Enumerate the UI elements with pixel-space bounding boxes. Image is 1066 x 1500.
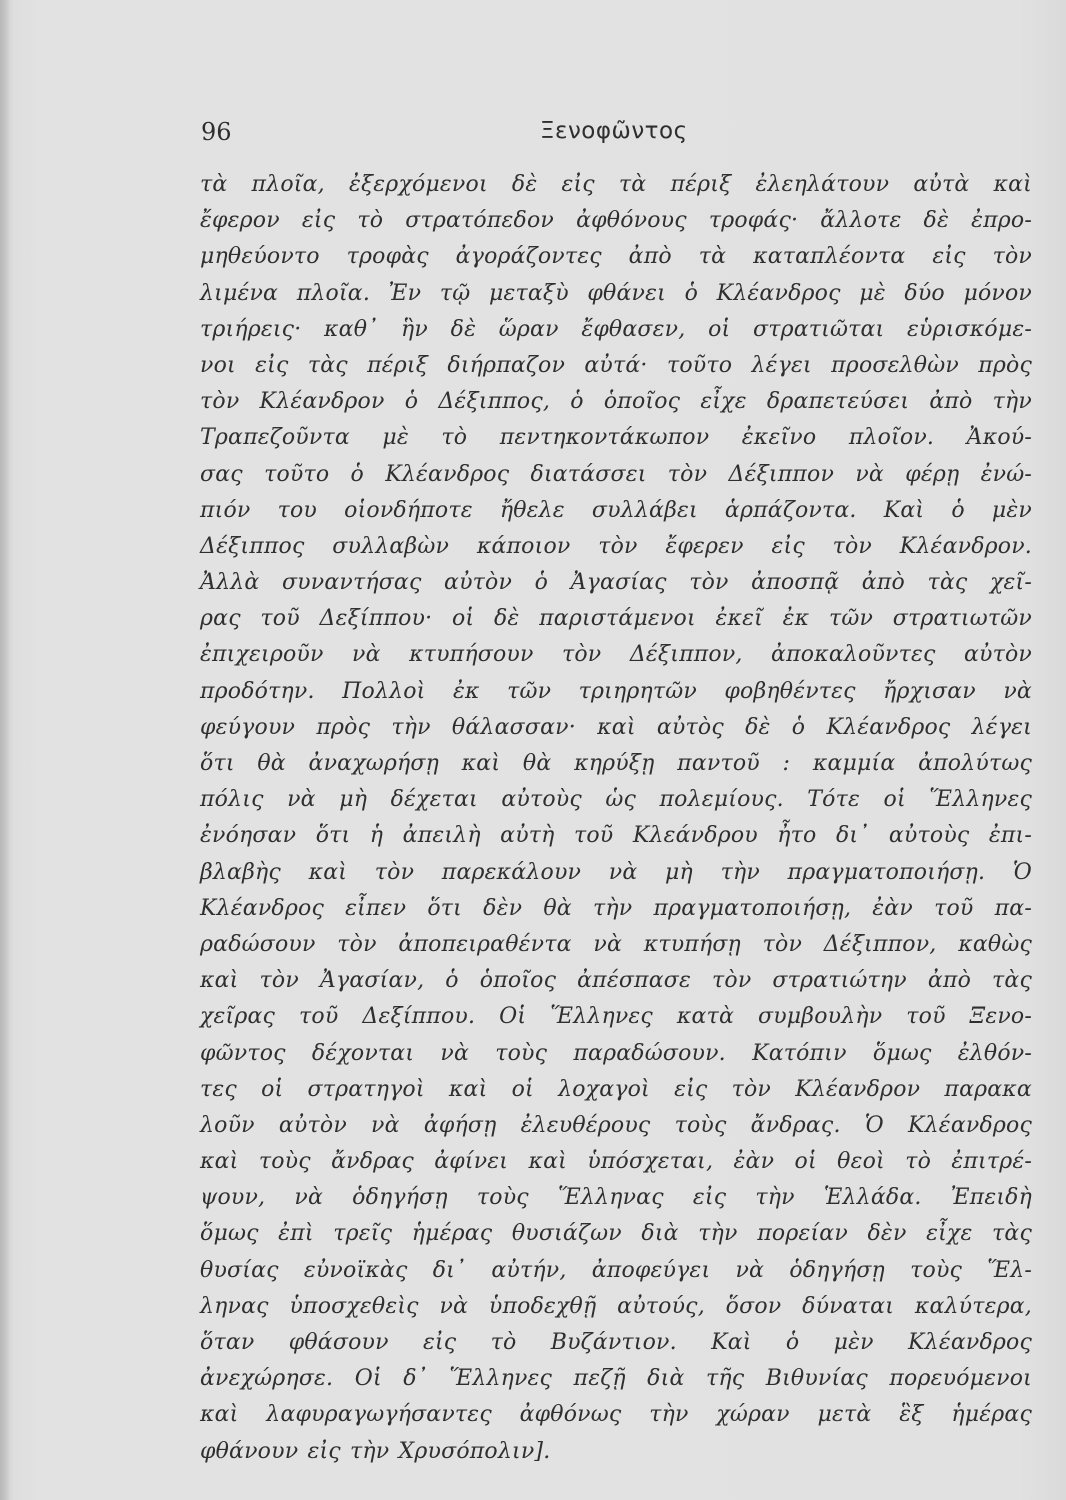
- text-line: ἐπιχειροῦν νὰ κτυπήσουν τὸν Δέξιππον, ἀποκαλοῦντες αὐτὸν: [200, 642, 1032, 668]
- text-line: Κλέανδρος εἶπεν ὅτι δὲν θὰ τὴν πραγματοποιήσῃ, ἐὰν τοῦ πα-: [200, 895, 1032, 921]
- text-line: ἀνεχώρησε. Οἱ δ᾽ Ἕλληνες πεζῇ διὰ τῆς Βιθυνίας πορευόμενοι: [200, 1366, 1032, 1392]
- text-line: τες οἱ στρατηγοὶ καὶ οἱ λοχαγοὶ εἰς τὸν Κλέανδρον παρακα: [200, 1076, 1032, 1102]
- text-line: ραδώσουν τὸν ἀποπειραθέντα νὰ κτυπήσῃ τὸν Δέξιππον, καθὼς: [200, 931, 1032, 957]
- text-line: μηθεύοντο τροφὰς ἀγοράζοντες ἀπὸ τὰ καταπλέοντα εἰς τὸν: [200, 244, 1032, 270]
- text-line: ἐνόησαν ὅτι ἡ ἀπειλὴ αὐτὴ τοῦ Κλεάνδρου ἦτο δι᾽ αὐτοὺς ἐπι-: [200, 823, 1032, 849]
- text-line: φῶντος δέχονται νὰ τοὺς παραδώσουν. Κατόπιν ὅμως ἐλθόν-: [200, 1040, 1032, 1066]
- text-line: πιόν του οἱονδήποτε ἤθελε συλλάβει ἁρπάζοντα. Καὶ ὁ μὲν: [200, 497, 1032, 523]
- text-line: βλαβὴς καὶ τὸν παρεκάλουν νὰ μὴ τὴν πραγματοποιήσῃ. Ὁ: [200, 859, 1032, 885]
- text-line: καὶ λαφυραγωγήσαντες ἀφθόνως τὴν χώραν μετὰ ἓξ ἡμέρας: [200, 1402, 1032, 1428]
- text-line: χεῖρας τοῦ Δεξίππου. Οἱ Ἕλληνες κατὰ συμβουλὴν τοῦ Ξενο-: [200, 1004, 1032, 1030]
- text-line: Ἀλλὰ συναντήσας αὐτὸν ὁ Ἀγασίας τὸν ἀποσπᾷ ἀπὸ τὰς χεῖ-: [200, 570, 1032, 596]
- text-line: ὅταν φθάσουν εἰς τὸ Βυζάντιον. Καὶ ὁ μὲν Κλέανδρος: [200, 1330, 1032, 1355]
- text-line: ρας τοῦ Δεξίππου· οἱ δὲ παριστάμενοι ἐκεῖ ἐκ τῶν στρατιωτῶν: [200, 606, 1032, 632]
- text-line: προδότην. Πολλοὶ ἐκ τῶν τριηρητῶν φοβηθέντες ἤρχισαν νὰ: [200, 678, 1032, 704]
- body-text: [200, 167, 1032, 1470]
- text-line: φεύγουν πρὸς τὴν θάλασσαν· καὶ αὐτὸς δὲ ὁ Κλέανδρος λέγει: [200, 714, 1032, 740]
- text-line: ὅτι θὰ ἀναχωρήσῃ καὶ θὰ κηρύξῃ παντοῦ : καμμία ἀπολύτως: [200, 751, 1032, 776]
- page-number: 96: [201, 118, 232, 146]
- text-line: καὶ τὸν Ἀγασίαν, ὁ ὁποῖος ἀπέσπασε τὸν στρατιώτην ἀπὸ τὰς: [200, 968, 1032, 994]
- text-line: νοι εἰς τὰς πέριξ διήρπαζον αὐτά· τοῦτο λέγει προσελθὼν πρὸς: [200, 352, 1032, 378]
- text-line: καὶ τοὺς ἄνδρας ἀφίνει καὶ ὑπόσχεται, ἐὰν οἱ θεοὶ τὸ ἐπιτρέ-: [200, 1149, 1032, 1175]
- text-line: ὅμως ἐπὶ τρεῖς ἡμέρας θυσιάζων διὰ τὴν πορείαν δὲν εἶχε τὰς: [200, 1221, 1032, 1247]
- page-edge-shadow: [0, 0, 10, 1500]
- text-line: λοῦν αὐτὸν νὰ ἀφήσῃ ἐλευθέρους τοὺς ἄνδρας. Ὁ Κλέανδρος: [200, 1112, 1032, 1138]
- text-line: Δέξιππος συλλαβὼν κάποιον τὸν ἔφερεν εἰς τὸν Κλέανδρον.: [200, 533, 1032, 559]
- text-line: λιμένα πλοῖα. Ἐν τῷ μεταξὺ φθάνει ὁ Κλέανδρος μὲ δύο μόνον: [200, 280, 1032, 306]
- text-line: τὸν Κλέανδρον ὁ Δέξιππος, ὁ ὁποῖος εἶχε δραπετεύσει ἀπὸ τὴν: [200, 389, 1032, 415]
- text-line: τριήρεις· καθ᾽ ἣν δὲ ὥραν ἔφθασεν, οἱ στρατιῶται εὑρισκόμε-: [200, 316, 1032, 342]
- text-line: σας τοῦτο ὁ Κλέανδρος διατάσσει τὸν Δέξιππον νὰ φέρῃ ἐνώ-: [200, 461, 1032, 487]
- running-head: Ξενοφῶντος: [540, 118, 688, 144]
- text-line: φθάνουν εἰς τὴν Χρυσόπολιν].: [200, 1438, 551, 1464]
- text-line: τὰ πλοῖα, ἐξερχόμενοι δὲ εἰς τὰ πέριξ ἐλεηλάτουν αὐτὰ καὶ: [200, 172, 1032, 197]
- text-line: πόλις νὰ μὴ δέχεται αὐτοὺς ὡς πολεμίους. Τότε οἱ Ἕλληνες: [200, 787, 1032, 813]
- text-line: ληνας ὑποσχεθεὶς νὰ ὑποδεχθῇ αὐτούς, ὅσον δύναται καλύτερα,: [200, 1293, 1032, 1319]
- page-header: [0, 118, 1066, 148]
- text-line: Τραπεζοῦντα μὲ τὸ πεντηκοντάκωπον ἐκεῖνο πλοῖον. Ἀκού-: [200, 425, 1032, 451]
- text-line: ψουν, νὰ ὁδηγήσῃ τοὺς Ἕλληνας εἰς τὴν Ἑλλάδα. Ἐπειδὴ: [200, 1185, 1032, 1211]
- text-line: ἔφερον εἰς τὸ στρατόπεδον ἀφθόνους τροφάς· ἄλλοτε δὲ ἐπρο-: [200, 208, 1032, 234]
- text-line: θυσίας εὐνοϊκὰς δι᾽ αὐτήν, ἀποφεύγει νὰ ὁδηγήσῃ τοὺς Ἕλ-: [200, 1257, 1032, 1283]
